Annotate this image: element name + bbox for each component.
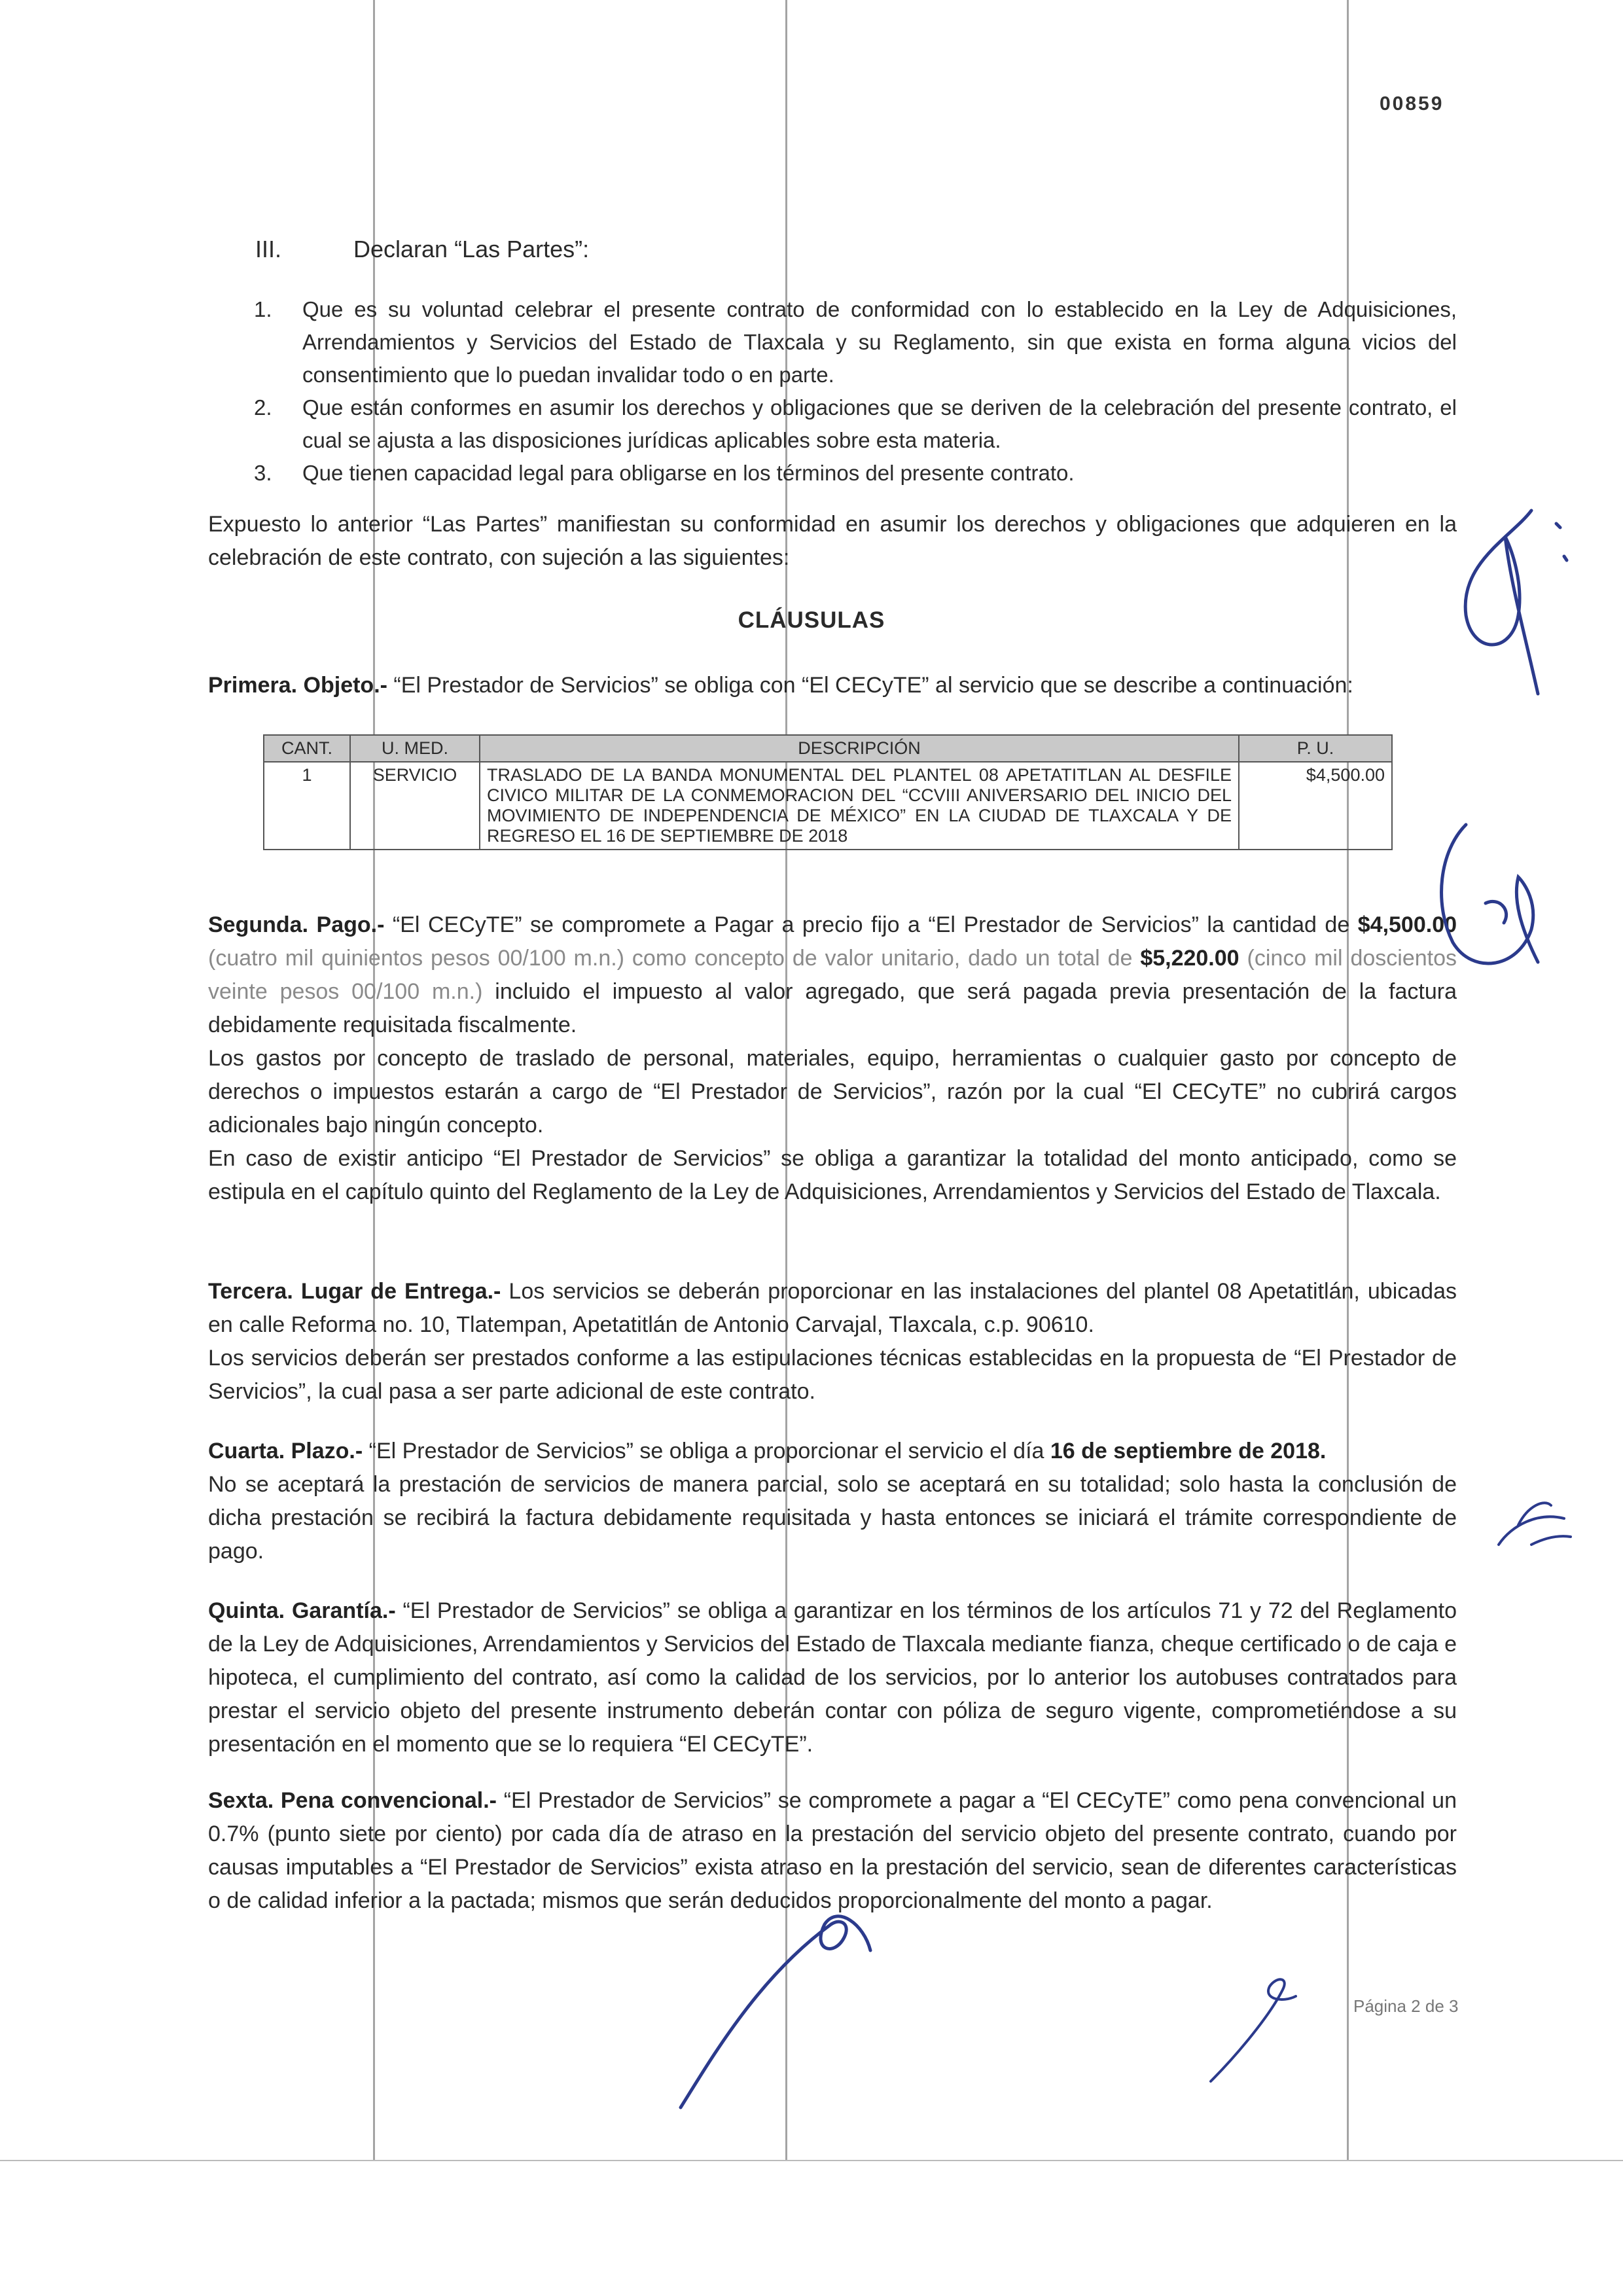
- clause-segunda-text-1: “El CECyTE” se compromete a Pagar a precio fijo a “El Prestador de Servicios” la cantidad de: [384, 912, 1358, 937]
- margin-initials-small: [1492, 1479, 1577, 1558]
- clause-sexta-text: “El Prestador de Servicios” se compromete a pagar a “El CECyTE” como pena convencional un 0.7% (punto siete por ciento) por cada día de atraso en la prestación del servicio objeto del presente contrato, cuando por causas imputables a “El Prestador de Servicios” exista atraso en la prestación del servicio, sean de diferentes características o de calidad inferior a la pactada; mismos que serán deducidos proporcionalmente del monto a pagar.: [208, 1788, 1457, 1913]
- clause-primera-title: Primera. Objeto.-: [208, 673, 387, 698]
- signature-left: [654, 1898, 929, 2121]
- clause-segunda-text-2: (cuatro mil quinientos pesos 00/100 m.n.) como concepto de valor unitario, dado un total de: [208, 946, 1141, 971]
- table-row: [264, 762, 1392, 850]
- declarations-heading: Declaran “Las Partes”:: [353, 236, 590, 262]
- col-header-unit: U. MED.: [350, 735, 480, 762]
- clause-segunda-amount-2: $5,220.00: [1140, 946, 1240, 971]
- declarations-list: [254, 293, 1457, 490]
- margin-initials-top: [1433, 484, 1584, 707]
- clause-segunda-text-3: incluido el impuesto al valor agregado, que será pagada previa presentación de la factura debidamente requisitada fiscalmente.: [208, 979, 1457, 1037]
- intro-paragraph: Expuesto lo anterior “Las Partes” manifiestan su conformidad en asumir los derechos y obligaciones que adquieren en la celebración de este contrato, con sujeción a las siguientes:: [208, 512, 1457, 570]
- clause-cuarta-date: 16 de septiembre de 2018.: [1050, 1439, 1327, 1463]
- clause-primera: [208, 669, 1457, 702]
- col-header-description: DESCRIPCIÓN: [480, 735, 1239, 762]
- page-number: Página 2 de 3: [1353, 1996, 1459, 2016]
- clause-tercera-paragraph-2: Los servicios deberán ser prestados conforme a las estipulaciones técnicas establecidas en la propuesta de “El Prestador de Servicios”, la cual pasa a ser parte adicional de este contrato.: [208, 1346, 1457, 1404]
- clause-quinta-title: Quinta. Garantía.-: [208, 1598, 396, 1623]
- clause-quinta-text: “El Prestador de Servicios” se obliga a garantizar en los términos de los artículos 71 y 72 del Reglamento de la Ley de Adquisiciones, Arrendamientos y Servicios del Estado de Tlaxcala mediante fianza, cheque certificado o de caja e hipoteca, el cumplimiento del contrato, así como la calidad de los servicios, por lo anterior los autobuses contratados para prestar el servicio objeto del presente instrumento deberán contar con póliza de seguro vigente, comprometiéndose a su presentación en el momento que se lo requiera “El CECyTE”.: [208, 1598, 1457, 1757]
- declaration-item: [254, 293, 1457, 391]
- signature-right: [1198, 1964, 1315, 2094]
- clause-cuarta-paragraph-2: No se aceptará la prestación de servicios de manera parcial, solo se aceptará en su totalidad; solo hasta la conclusión de dicha prestación se recibirá la factura debidamente requisitada y hasta entonces se iniciará el trámite correspondiente de pago.: [208, 1472, 1457, 1564]
- service-table-header: [264, 735, 1392, 762]
- cell-description: TRASLADO DE LA BANDA MONUMENTAL DEL PLANTEL 08 APETATITLAN AL DESFILE CIVICO MILITAR DE LA CONMEMORACION DEL “CCVIII ANIVERSARIO DEL INICIO DEL MOVIMIENTO DE INDEPENDENCIA DE MÉXICO” EN LA CIUDAD DE TLAXCALA Y DE REGRESO EL 16 DE SEPTIEMBRE DE 2018: [480, 762, 1239, 850]
- declaration-text: Que es su voluntad celebrar el presente contrato de conformidad con lo establecido en la Ley de Adquisiciones, Arrendamientos y Servicios del Estado de Tlaxcala y su Reglamento, sin que exista en forma alguna vicios del consentimiento que lo puedan invalidar todo o en parte.: [302, 297, 1457, 387]
- declaration-item: [254, 391, 1457, 457]
- declaration-number: 1.: [254, 297, 272, 321]
- clauses-heading: CLÁUSULAS: [738, 607, 885, 633]
- document-number: 00859: [1380, 93, 1444, 115]
- clause-cuarta: [208, 1435, 1457, 1468]
- clause-tercera: [208, 1275, 1457, 1342]
- clause-cuarta-text: “El Prestador de Servicios” se obliga a proporcionar el servicio el día: [363, 1439, 1050, 1463]
- clause-sexta-title: Sexta. Pena convencional.-: [208, 1788, 497, 1813]
- clause-tercera-text: Los servicios se deberán proporcionar en las instalaciones del plantel 08 Apetatitlán, ubicadas en calle Reforma no. 10, Tlatempan, Apetatitlán de Antonio Carvajal, Tlaxcala, c.p. 90610.: [208, 1279, 1457, 1337]
- clause-cuarta-title: Cuarta. Plazo.-: [208, 1439, 363, 1463]
- cell-price: $4,500.00: [1239, 762, 1392, 850]
- declarations-title: [255, 236, 589, 263]
- declaration-number: 2.: [254, 395, 272, 420]
- scan-line-bottom: [0, 2160, 1623, 2161]
- margin-initials-middle: [1427, 812, 1597, 995]
- clause-segunda: [208, 908, 1457, 1042]
- cell-unit: SERVICIO: [350, 762, 480, 850]
- clause-segunda-words-2: (cinco mil doscientos veinte pesos 00/100 m.n.): [208, 946, 1457, 1004]
- clause-segunda-paragraph-3: En caso de existir anticipo “El Prestador de Servicios” se obliga a garantizar la totalidad del monto anticipado, como se estipula en el capítulo quinto del Reglamento de la Ley de Adquisiciones, Arrendamientos y Servicios del Estado de Tlaxcala.: [208, 1146, 1457, 1204]
- col-header-cant: CANT.: [264, 735, 350, 762]
- clause-tercera-title: Tercera. Lugar de Entrega.-: [208, 1279, 501, 1304]
- declaration-text: Que tienen capacidad legal para obligarse en los términos del presente contrato.: [302, 461, 1075, 485]
- declaration-item: [254, 457, 1457, 490]
- clause-segunda-paragraph-2: Los gastos por concepto de traslado de personal, materiales, equipo, herramientas o cualquier gasto por concepto de derechos o impuestos estarán a cargo de “El Prestador de Servicios”, razón por la cual “El CECyTE” no cubrirá cargos adicionales bajo ningún concepto.: [208, 1046, 1457, 1138]
- declaration-text: Que están conformes en asumir los derechos y obligaciones que se deriven de la celebración del presente contrato, el cual se ajusta a las disposiciones jurídicas aplicables sobre esta materia.: [302, 395, 1457, 452]
- clause-primera-text: “El Prestador de Servicios” se obliga con “El CECyTE” al servicio que se describe a continuación:: [387, 673, 1353, 698]
- col-header-price: P. U.: [1239, 735, 1392, 762]
- declaration-number: 3.: [254, 461, 272, 485]
- declarations-section-number: III.: [255, 236, 282, 262]
- cell-cant: 1: [264, 762, 350, 850]
- service-table: [263, 734, 1393, 850]
- clause-segunda-amount-1: $4,500.00: [1357, 912, 1457, 937]
- clause-segunda-title: Segunda. Pago.-: [208, 912, 385, 937]
- clause-quinta: [208, 1594, 1457, 1761]
